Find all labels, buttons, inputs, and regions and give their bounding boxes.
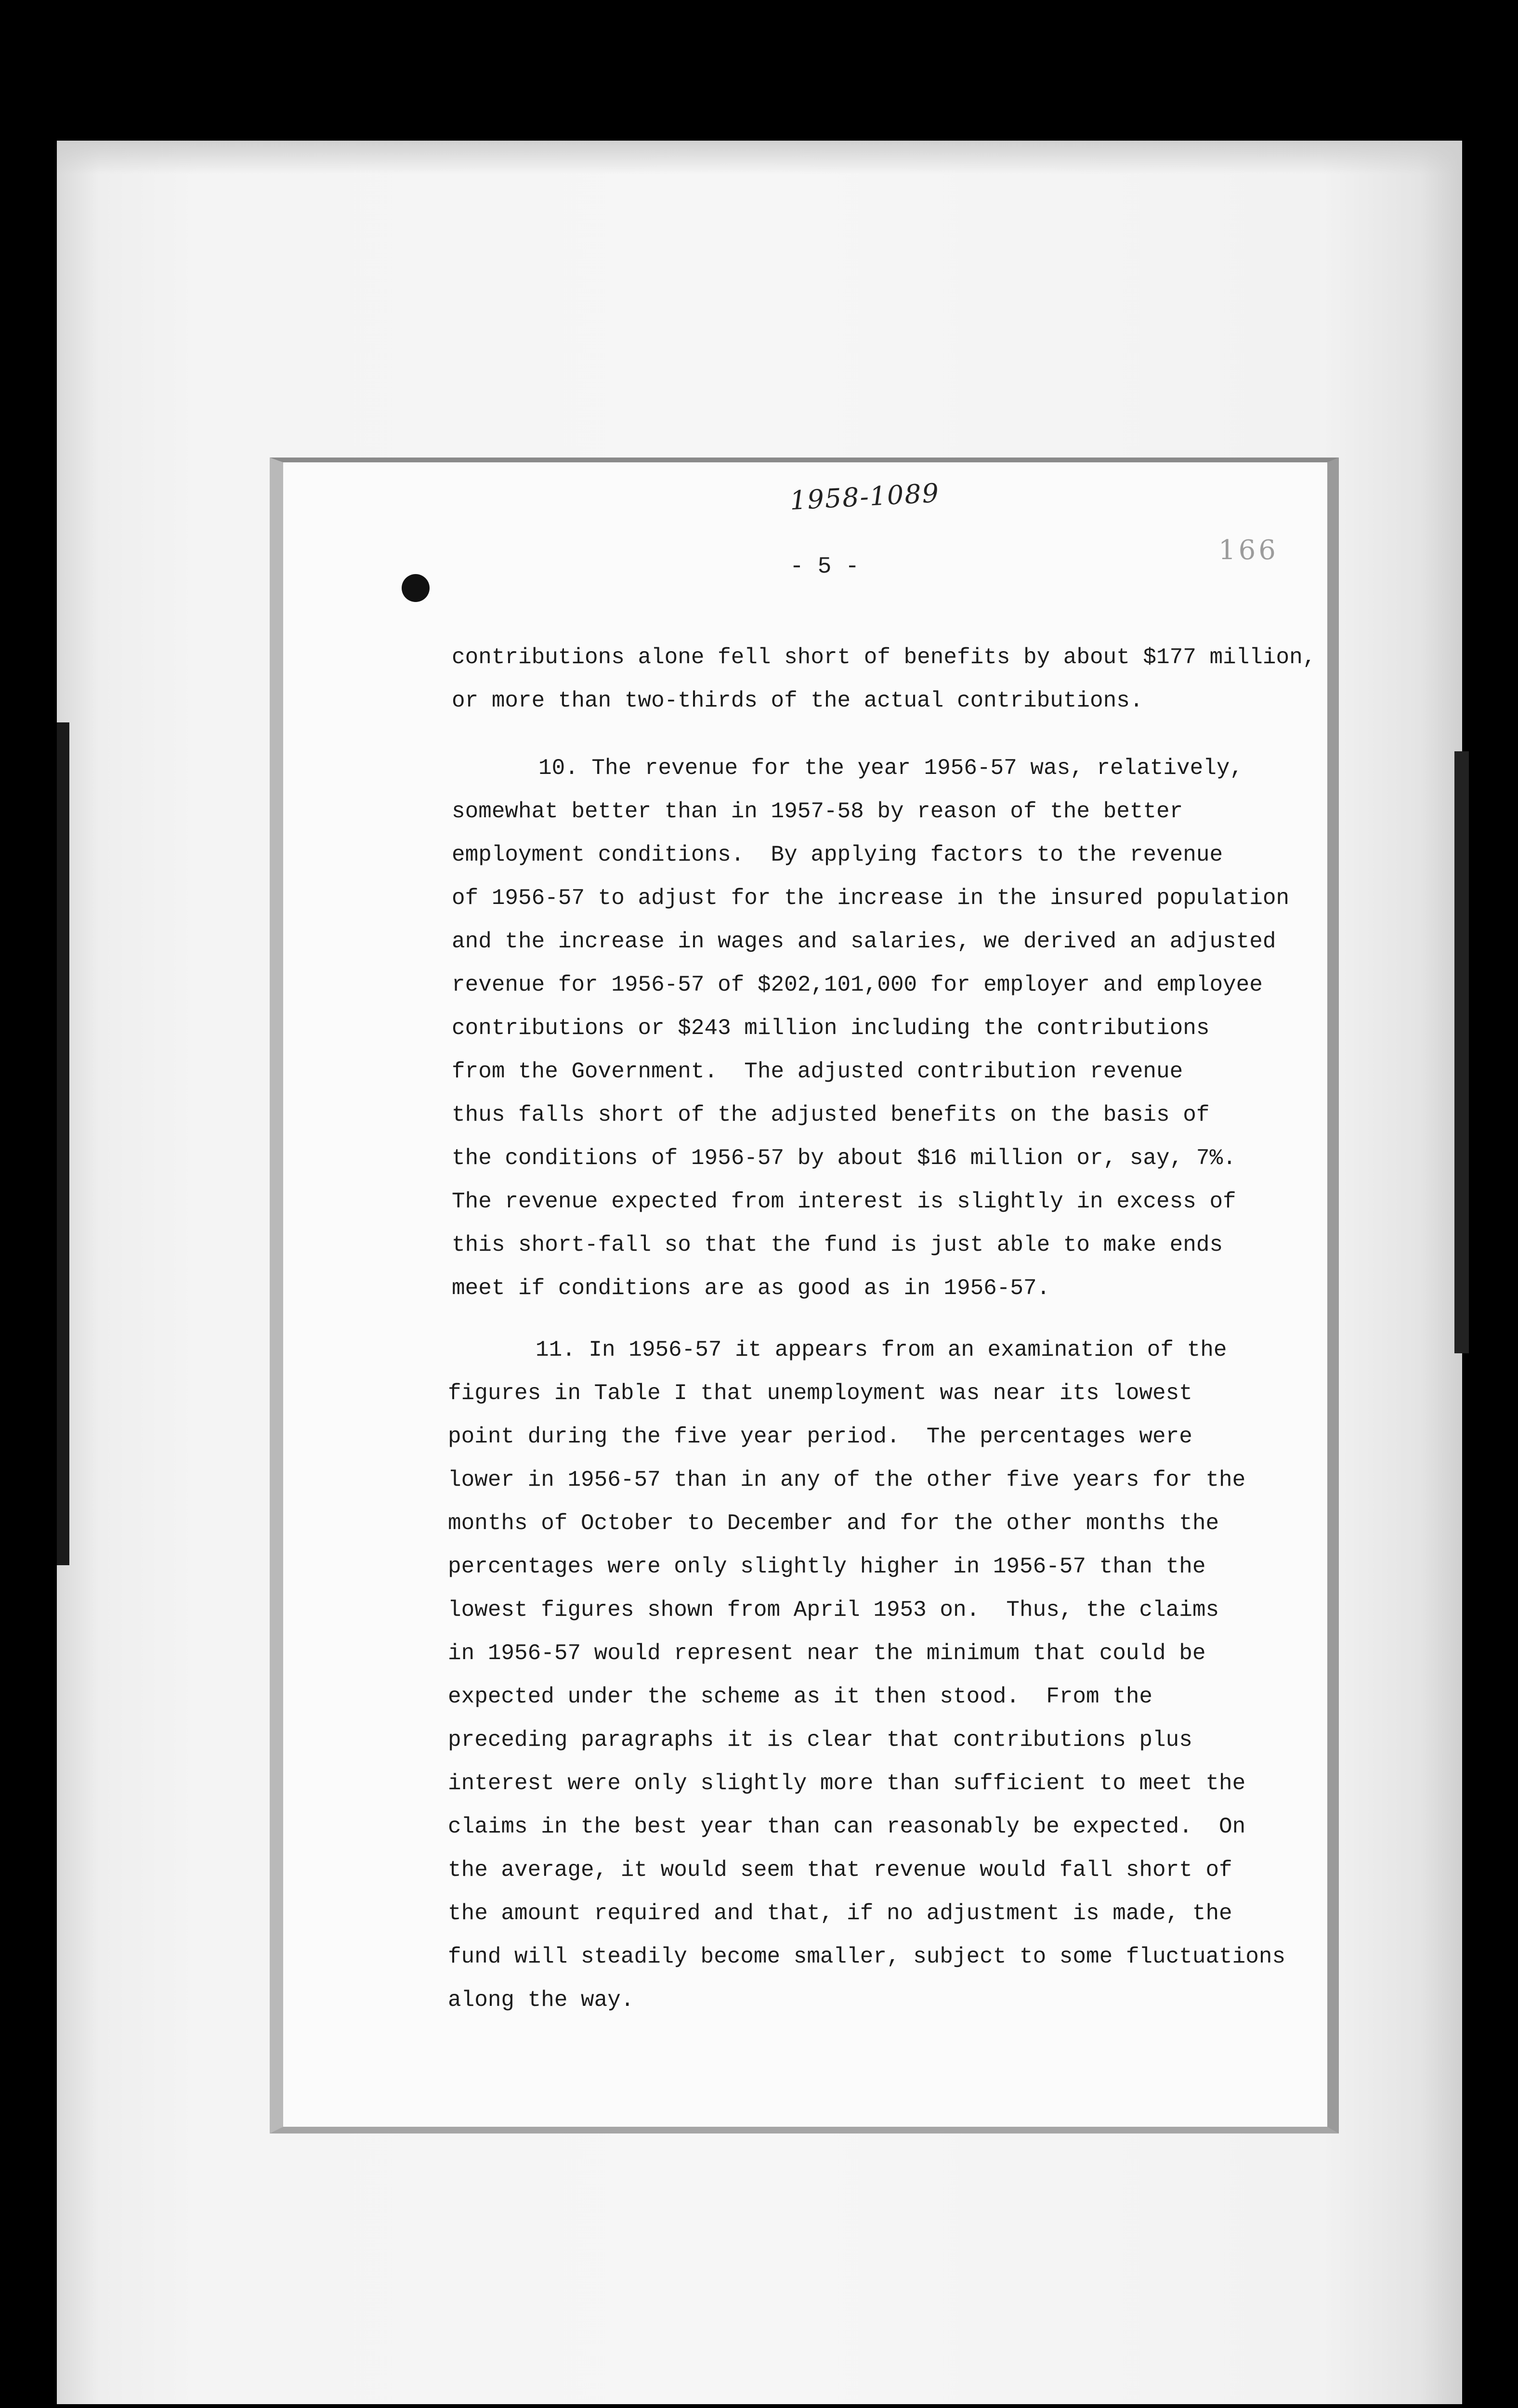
text-line: interest were only slightly more than sufficient to meet the <box>448 1771 1246 1796</box>
text-line: months of October to December and for the other months the <box>448 1511 1219 1536</box>
text-line: expected under the scheme as it then stood. From the <box>448 1684 1153 1709</box>
text-line: figures in Table I that unemployment was near its lowest <box>448 1381 1192 1406</box>
handwritten-reference: 1958-1089 <box>789 477 941 516</box>
text-line: the average, it would seem that revenue would fall short of <box>448 1858 1232 1883</box>
text-line: 10. The revenue for the year 1956-57 was, relatively, <box>538 756 1243 781</box>
text-line: revenue for 1956-57 of $202,101,000 for employer and employee <box>452 972 1263 997</box>
text-line: fund will steadily become smaller, subject to some fluctuations <box>448 1944 1286 1969</box>
text-line: meet if conditions are as good as in 1956-57. <box>452 1276 1050 1301</box>
film-edge-right <box>1454 751 1469 1353</box>
text-line: employment conditions. By applying factors to the revenue <box>452 842 1223 867</box>
text-line: lowest figures shown from April 1953 on. Thus, the claims <box>448 1597 1219 1623</box>
text-line: of 1956-57 to adjust for the increase in the insured population <box>452 886 1290 911</box>
text-line: this short-fall so that the fund is just able to make ends <box>452 1232 1223 1257</box>
text-line: and the increase in wages and salaries, we derived an adjusted <box>452 929 1276 954</box>
text-line: lower in 1956-57 than in any of the other five years for the <box>448 1467 1246 1492</box>
text-line: or more than two-thirds of the actual contributions. <box>452 688 1143 713</box>
page-number: - 5 - <box>790 554 860 580</box>
stamp-number: 166 <box>1218 535 1279 566</box>
text-line: somewhat better than in 1957-58 by reason of the better <box>452 799 1183 824</box>
text-line: from the Government. The adjusted contribution revenue <box>452 1059 1183 1084</box>
text-line: the amount required and that, if no adjustment is made, the <box>448 1901 1232 1926</box>
text-line: claims in the best year than can reasonably be expected. On <box>448 1814 1246 1839</box>
text-line: percentages were only slightly higher in 1956-57 than the <box>448 1554 1206 1579</box>
text-line: thus falls short of the adjusted benefits on the basis of <box>452 1102 1210 1127</box>
text-line: The revenue expected from interest is slightly in excess of <box>452 1189 1236 1214</box>
text-line: along the way. <box>448 1988 634 2013</box>
text-line: point during the five year period. The percentages were <box>448 1424 1192 1449</box>
backing-sheet-shadow <box>57 141 1462 174</box>
text-line: contributions or $243 million including the contributions <box>452 1016 1210 1041</box>
text-line: contributions alone fell short of benefits by about $177 million, <box>452 645 1316 670</box>
text-line: the conditions of 1956-57 by about $16 million or, say, 7%. <box>452 1146 1236 1171</box>
text-line: 11. In 1956-57 it appears from an examination of the <box>536 1337 1227 1362</box>
film-edge-left <box>57 722 69 1565</box>
punch-hole <box>402 574 430 602</box>
text-line: in 1956-57 would represent near the minimum that could be <box>448 1641 1206 1666</box>
text-line: preceding paragraphs it is clear that contributions plus <box>448 1727 1192 1753</box>
